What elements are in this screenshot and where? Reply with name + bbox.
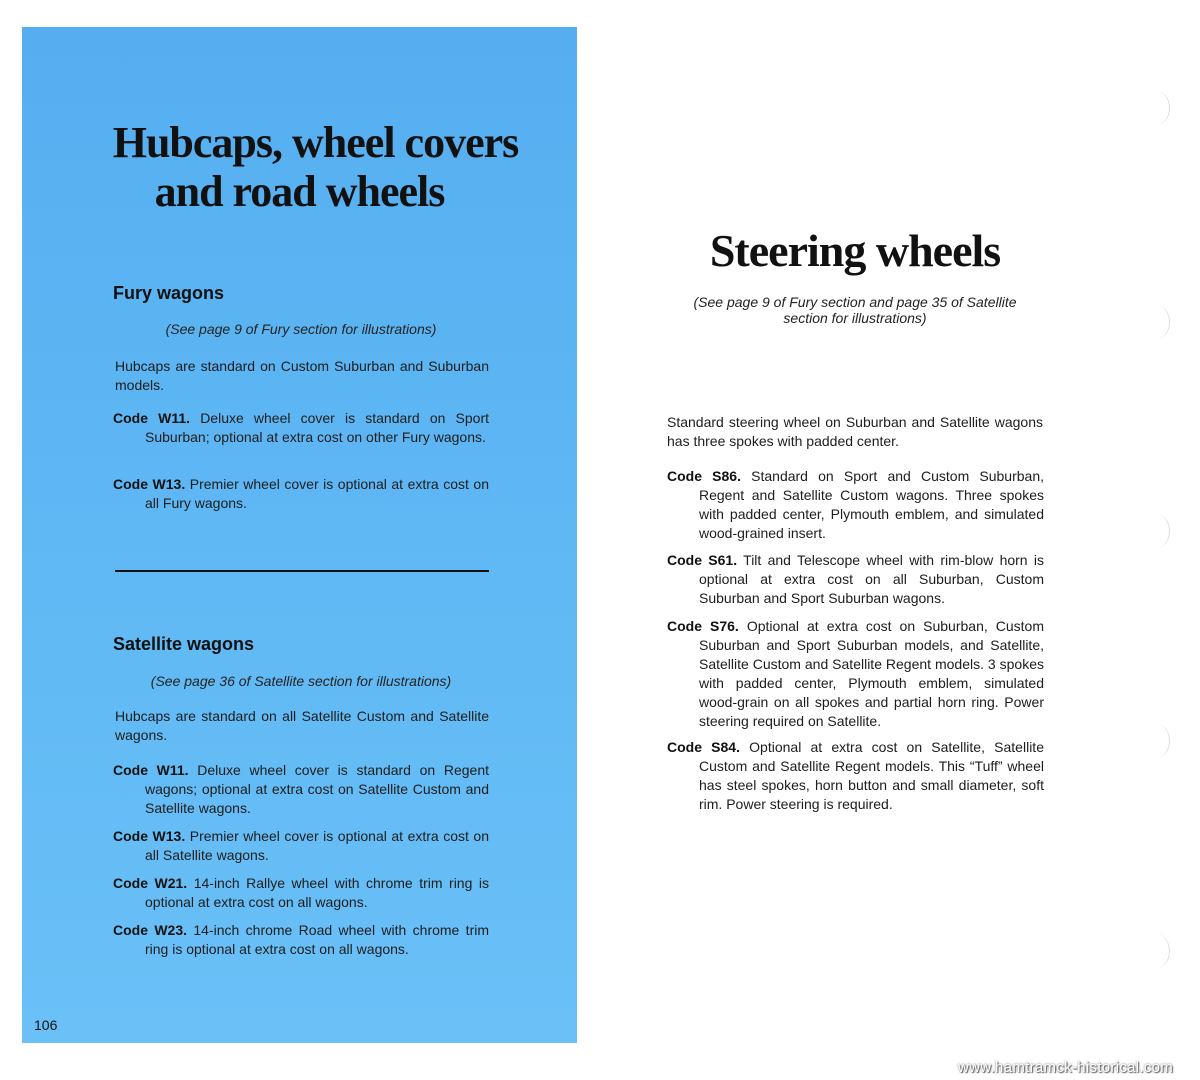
code-label: Code W11. bbox=[113, 762, 189, 778]
steering-note-line-1: (See page 9 of Fury section and page 35 of Satellite bbox=[693, 294, 1017, 310]
steering-note bbox=[640, 294, 1070, 326]
code-text: 14-inch chrome Road wheel with chrome trim ring is optional at extra cost on all wagons. bbox=[145, 922, 490, 957]
code-label: Code W13. bbox=[113, 476, 186, 492]
code-label: Code W11. bbox=[113, 410, 191, 426]
steering-code-s84 bbox=[667, 738, 1044, 814]
punch-hole-icon bbox=[1143, 724, 1170, 758]
satellite-code-w21 bbox=[113, 874, 489, 912]
steering-wheels-title: Steering wheels bbox=[709, 225, 1001, 276]
code-label: Code W13. bbox=[113, 828, 186, 844]
steering-code-s61 bbox=[667, 551, 1044, 608]
fury-code-w11 bbox=[113, 409, 489, 447]
punch-hole-icon bbox=[1143, 305, 1170, 339]
code-label: Code S76. bbox=[667, 618, 739, 634]
page-number: 106 bbox=[34, 1017, 58, 1033]
satellite-code-w23 bbox=[113, 921, 489, 959]
satellite-note: (See page 36 of Satellite section for illustrations) bbox=[150, 673, 452, 689]
code-text: Standard on Sport and Custom Suburban, Regent and Satellite Custom wagons. Three spokes with padded center, Plymouth emblem, and simulated wood-grained insert. bbox=[699, 468, 1044, 541]
watermark: www.hamtramck-historical.com bbox=[958, 1059, 1174, 1076]
fury-wagons-heading: Fury wagons bbox=[113, 283, 225, 303]
fury-code-w13 bbox=[113, 475, 489, 513]
steering-code-s76 bbox=[667, 617, 1044, 731]
steering-intro: Standard steering wheel on Suburban and Satellite wagons has three spokes with padded center. bbox=[667, 414, 1043, 449]
page-title bbox=[22, 118, 577, 216]
code-text: Premier wheel cover is optional at extra cost on all Satellite wagons. bbox=[145, 828, 489, 863]
satellite-wagons-heading: Satellite wagons bbox=[113, 634, 255, 654]
code-label: Code W23. bbox=[113, 922, 188, 938]
code-text: Optional at extra cost on Satellite, Satellite Custom and Satellite Regent models. This “Tuff” wheel has steel spokes, horn button and small diameter, soft rim. Power steering is required. bbox=[699, 739, 1044, 812]
code-label: Code W21. bbox=[113, 875, 188, 891]
title-line-1: Hubcaps, wheel covers bbox=[112, 118, 519, 167]
code-text: Tilt and Telescope wheel with rim-blow horn is optional at extra cost on all Suburban, Custom Suburban and Sport Suburban wagons. bbox=[699, 552, 1045, 606]
code-text: Premier wheel cover is optional at extra cost on all Fury wagons. bbox=[145, 476, 489, 511]
punch-hole-icon bbox=[1143, 934, 1170, 968]
satellite-code-w11 bbox=[113, 761, 489, 818]
fury-intro: Hubcaps are standard on Custom Suburban and Suburban models. bbox=[115, 358, 489, 393]
steering-note-line-2: section for illustrations) bbox=[783, 310, 927, 326]
satellite-intro: Hubcaps are standard on all Satellite Custom and Satellite wagons. bbox=[115, 708, 489, 743]
code-text: Deluxe wheel cover is standard on Sport Suburban; optional at extra cost on other Fury wagons. bbox=[145, 410, 490, 445]
fury-note: (See page 9 of Fury section for illustrations) bbox=[165, 321, 437, 337]
title-line-2: and road wheels bbox=[154, 167, 445, 216]
punch-hole-icon bbox=[1143, 514, 1170, 548]
punch-hole-icon bbox=[1143, 91, 1170, 125]
section-divider bbox=[115, 570, 489, 572]
satellite-code-w13 bbox=[113, 827, 489, 865]
code-label: Code S84. bbox=[667, 739, 740, 755]
steering-code-s86 bbox=[667, 467, 1044, 543]
code-text: 14-inch Rallye wheel with chrome trim ring is optional at extra cost on all wagons. bbox=[145, 875, 489, 910]
code-text: Optional at extra cost on Suburban, Custom Suburban and Sport Suburban models, and Satellite, Satellite Custom and Satellite Regent models. 3 spokes with padded center, Plymouth emblem, simulated wood-grain on all spokes and partial horn ring. Power steering required on Satellite. bbox=[699, 618, 1045, 729]
code-label: Code S86. bbox=[667, 468, 741, 484]
code-label: Code S61. bbox=[667, 552, 738, 568]
code-text: Deluxe wheel cover is standard on Regent wagons; optional at extra cost on Satellite Custom and Satellite wagons. bbox=[145, 762, 490, 816]
